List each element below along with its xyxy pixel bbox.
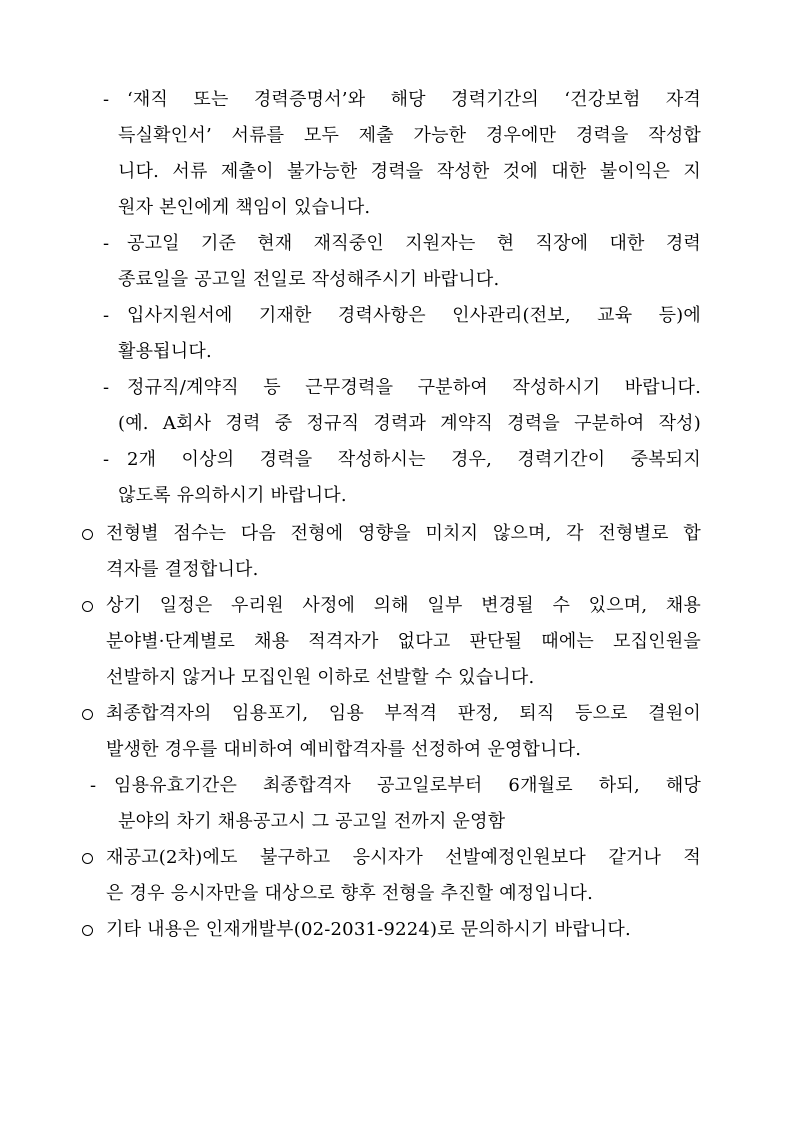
text-line: 은 경우 응시자만을 대상으로 향후 전형을 추진할 예정입니다. bbox=[106, 883, 594, 904]
text-line: 니다. 서류 제출이 불가능한 경력을 작성한 것에 대한 불이익은 지 bbox=[118, 161, 701, 182]
text-line: 정규직/계약직 등 근무경력을 구분하여 작성하시기 바랍니다. bbox=[127, 377, 701, 398]
text-line: 분야별·단계별로 채용 적격자가 없다고 판단될 때에는 모집인원을 bbox=[106, 631, 701, 652]
text-line: 선발하지 않거나 모집인원 이하로 선발할 수 있습니다. bbox=[106, 667, 535, 688]
text-line: 활용됩니다. bbox=[118, 341, 212, 362]
text-line: 득실확인서’ 서류를 모두 제출 가능한 경우에만 경력을 작성합 bbox=[118, 125, 701, 146]
dash-bullet: - bbox=[103, 233, 110, 254]
circle-bullet-icon bbox=[82, 709, 93, 720]
circle-bullet-icon bbox=[82, 925, 93, 936]
text-line: 상기 일정은 우리원 사정에 의해 일부 변경될 수 있으며, 채용 bbox=[106, 595, 701, 616]
text-line: 재공고(2차)에도 불구하고 응시자가 선발예정인원보다 같거나 적 bbox=[106, 847, 701, 868]
text-line: 기타 내용은 인재개발부(02-2031-9224)로 문의하시기 바랍니다. bbox=[106, 919, 631, 940]
text-line: 종료일을 공고일 전일로 작성해주시기 바랍니다. bbox=[118, 269, 500, 290]
text-line: ‘재직 또는 경력증명서’와 해당 경력기간의 ‘건강보험 자격 bbox=[127, 89, 701, 110]
dash-bullet: - bbox=[103, 449, 110, 470]
text-line: 분야의 차기 채용공고시 그 공고일 전까지 운영함 bbox=[118, 811, 506, 832]
text-line: 원자 본인에게 책임이 있습니다. bbox=[118, 197, 371, 218]
text-line: 임용유효기간은 최종합격자 공고일로부터 6개월로 하되, 해당 bbox=[114, 775, 701, 796]
circle-bullet-icon bbox=[82, 529, 93, 540]
text-line: 전형별 점수는 다음 전형에 영향을 미치지 않으며, 각 전형별로 합 bbox=[106, 523, 701, 544]
dash-bullet: - bbox=[103, 89, 110, 110]
text-line: 격자를 결정합니다. bbox=[106, 559, 259, 580]
dash-bullet: - bbox=[90, 775, 97, 796]
text-line: 공고일 기준 현재 재직중인 지원자는 현 직장에 대한 경력 bbox=[127, 233, 701, 254]
text-line: 않도록 유의하시기 바랍니다. bbox=[118, 485, 347, 506]
circle-bullet-icon bbox=[82, 853, 93, 864]
dash-bullet: - bbox=[103, 305, 110, 326]
text-line: 2개 이상의 경력을 작성하시는 경우, 경력기간이 중복되지 bbox=[127, 449, 701, 470]
dash-bullet: - bbox=[103, 377, 110, 398]
text-line: (예. A회사 경력 중 정규직 경력과 계약직 경력을 구분하여 작성) bbox=[118, 413, 701, 434]
text-line: 최종합격자의 임용포기, 임용 부적격 판정, 퇴직 등으로 결원이 bbox=[106, 703, 701, 724]
text-line: 발생한 경우를 대비하여 예비합격자를 선정하여 운영합니다. bbox=[106, 739, 582, 760]
circle-bullet-icon bbox=[82, 601, 93, 612]
text-line: 입사지원서에 기재한 경력사항은 인사관리(전보, 교육 등)에 bbox=[127, 305, 701, 326]
